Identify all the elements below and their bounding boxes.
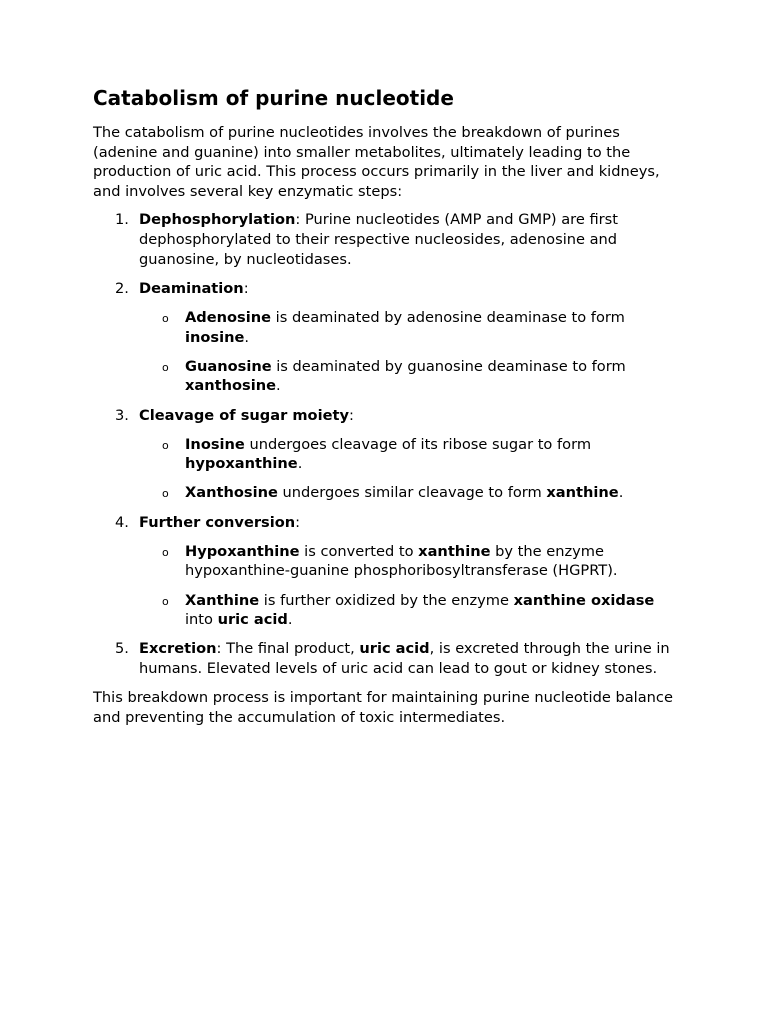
- step-item-1: [93, 210, 675, 269]
- sub-text: is converted to: [299, 542, 419, 560]
- sub-item: [139, 591, 675, 630]
- sub-term: inosine: [185, 328, 245, 346]
- sub-term: xanthine: [418, 542, 491, 560]
- sub-term: Adenosine: [185, 308, 272, 326]
- bullet-marker: o: [162, 360, 169, 374]
- sub-item: [139, 483, 675, 503]
- step-text: : The final product,: [216, 640, 360, 658]
- document-title: Catabolism of purine nucleotide: [93, 86, 454, 110]
- sub-text: .: [287, 611, 293, 629]
- bullet-marker: o: [162, 311, 169, 325]
- sub-item: [139, 542, 675, 581]
- sub-text: .: [618, 484, 624, 502]
- step-number: 5.: [115, 640, 129, 658]
- sub-term: hypoxanthine: [185, 455, 298, 473]
- sub-list: [139, 308, 675, 396]
- sub-text: undergoes similar cleavage to form: [277, 484, 547, 502]
- sub-term: xanthine: [546, 484, 619, 502]
- sub-list: [139, 542, 675, 630]
- sub-item: [139, 435, 675, 474]
- bullet-marker: o: [162, 594, 169, 608]
- sub-term: Hypoxanthine: [185, 542, 300, 560]
- step-term: Dephosphorylation: [139, 211, 296, 229]
- step-text: :: [348, 406, 354, 424]
- step-number: 4.: [115, 513, 129, 531]
- step-term: Cleavage of sugar moiety: [139, 406, 349, 424]
- step-text: , is excreted through the urine in humans. Elevated levels of uric acid can lead to gout or kidney stones.: [139, 640, 670, 677]
- sub-item: [139, 357, 675, 396]
- sub-text: is further oxidized by the enzyme: [259, 591, 514, 609]
- step-text: :: [295, 513, 301, 531]
- sub-text: .: [297, 455, 303, 473]
- sub-list: [139, 435, 675, 503]
- step-number: 2.: [115, 279, 129, 297]
- sub-term: Xanthine: [185, 591, 260, 609]
- conclusion-paragraph: This breakdown process is important for maintaining purine nucleotide balance and preventing the accumulation of toxic intermediates.: [93, 689, 673, 726]
- step-item-3: [93, 406, 675, 504]
- sub-text: is deaminated by guanosine deaminase to form: [271, 357, 626, 375]
- step-term: Further conversion: [139, 513, 296, 531]
- sub-term: Xanthosine: [185, 484, 278, 502]
- sub-text: into: [185, 611, 218, 629]
- bullet-marker: o: [162, 438, 169, 452]
- steps-list: [93, 210, 675, 678]
- sub-text: undergoes cleavage of its ribose sugar to form: [244, 435, 592, 453]
- step-number: 3.: [115, 406, 129, 424]
- sub-term: Guanosine: [185, 357, 272, 375]
- sub-term: xanthosine: [185, 377, 277, 395]
- sub-term: uric acid: [217, 611, 288, 629]
- sub-term: xanthine oxidase: [513, 591, 655, 609]
- step-term: uric acid: [359, 640, 430, 658]
- bullet-marker: o: [162, 545, 169, 559]
- sub-term: Inosine: [185, 435, 245, 453]
- step-text: : Purine nucleotides (AMP and GMP) are first dephosphorylated to their respective nucleosides, adenosine and guanosine, by nucleotidases.: [139, 211, 618, 268]
- step-item-4: [93, 513, 675, 630]
- step-number: 1.: [115, 211, 129, 229]
- bullet-marker: o: [162, 487, 169, 501]
- intro-paragraph: The catabolism of purine nucleotides involves the breakdown of purines (adenine and guanine) into smaller metabolites, ultimately leading to the production of uric acid. This process occurs primarily in the liver and kidneys, and involves several key enzymatic steps:: [93, 124, 660, 200]
- step-text: :: [243, 279, 249, 297]
- sub-text: is deaminated by adenosine deaminase to form: [271, 308, 625, 326]
- step-term: Deamination: [139, 279, 244, 297]
- step-item-5: [93, 639, 675, 678]
- sub-text: .: [244, 328, 250, 346]
- step-item-2: [93, 279, 675, 396]
- sub-text: by the enzyme hypoxanthine-guanine phosphoribosyltransferase (HGPRT).: [185, 542, 618, 580]
- step-term: Excretion: [139, 640, 217, 658]
- sub-item: [139, 308, 675, 347]
- sub-text: .: [276, 377, 281, 395]
